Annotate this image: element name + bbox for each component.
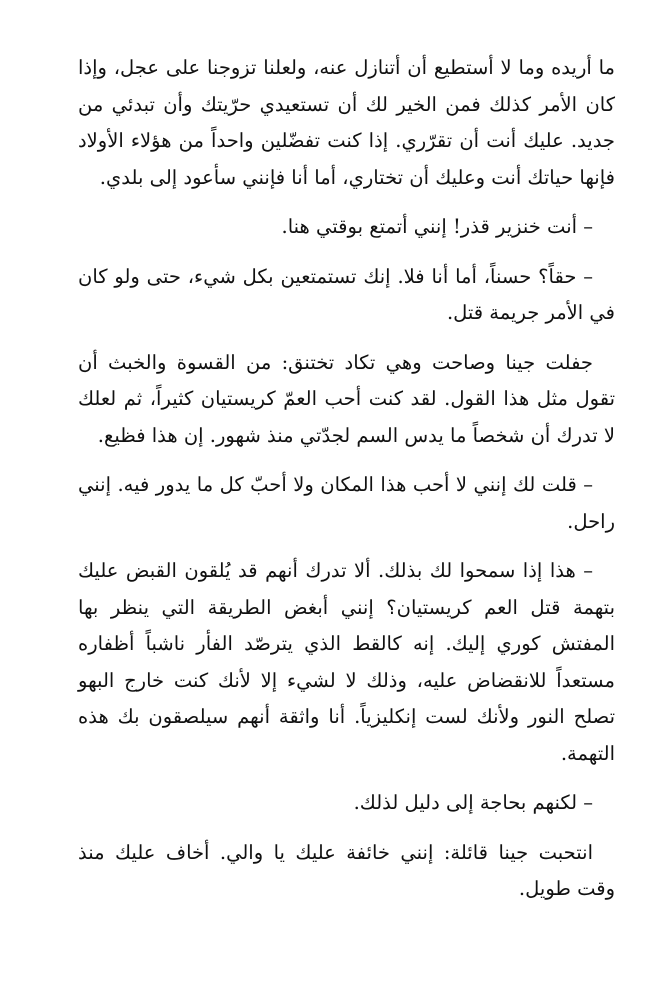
dialogue-line: – حقاً؟ حسناً، أما أنا فلا. إنك تستمتعين بكل شيء، حتى ولو كان في الأمر جريمة قتل. [78,264,615,324]
paragraph: جفلت جينا وصاحت وهي تكاد تختنق: من القسوة والخبث أن تقول مثل هذا القول. لقد كنت أحب العمّ كريستيان كثيراً، ثم لعلك لا تدرك أن شخصاً ما يدس السم لجدّتي منذ شهور. إن هذا فظيع. [78,350,615,447]
book-page-text [78,50,615,908]
paragraph: انتحبت جينا قائلة: إنني خائفة عليك يا والي. أخاف عليك منذ وقت طويل. [78,840,615,900]
dialogue-line: – قلت لك إنني لا أحب هذا المكان ولا أحبّ كل ما يدور فيه. إنني راحل. [78,473,615,533]
dialogue-line: – أنت خنزير قذر! إنني أتمتع بوقتي هنا. [281,215,593,238]
dialogue-line: – لكنهم بحاجة إلى دليل لذلك. [353,791,593,814]
dialogue-line: – هذا إذا سمحوا لك بذلك. ألا تدرك أنهم قد يُلقون القبض عليك بتهمة قتل العم كريستيان؟ إنني أبغض الطريقة التي ينظر بها المفتش كوري إليك. إنه كالقط الذي يترصّد الفأر ناشباً أظفاره مستعداً للانقضاض عليه، وذلك لا لشيء إلا لأنك كنت خارج البهو تصلح النور ولأنك لست إنكليزياً. أنا واثقة أنهم سيلصقون بك هذه التهمة. [78,559,615,765]
paragraph: ما أريده وما لا أستطيع أن أتنازل عنه، ولعلنا تزوجنا على عجل، وإذا كان الأمر كذلك فمن الخير لك أن تستعيدي حرّيتك وأن تبدئي من جديد. عليك أنت أن تقرّري. إذا كنت تفضّلين واحداً من هؤلاء الأولاد فإنها حياتك أنت وعليك أن تختاري، أما أنا فإنني سأعود إلى بلدي. [78,56,615,189]
